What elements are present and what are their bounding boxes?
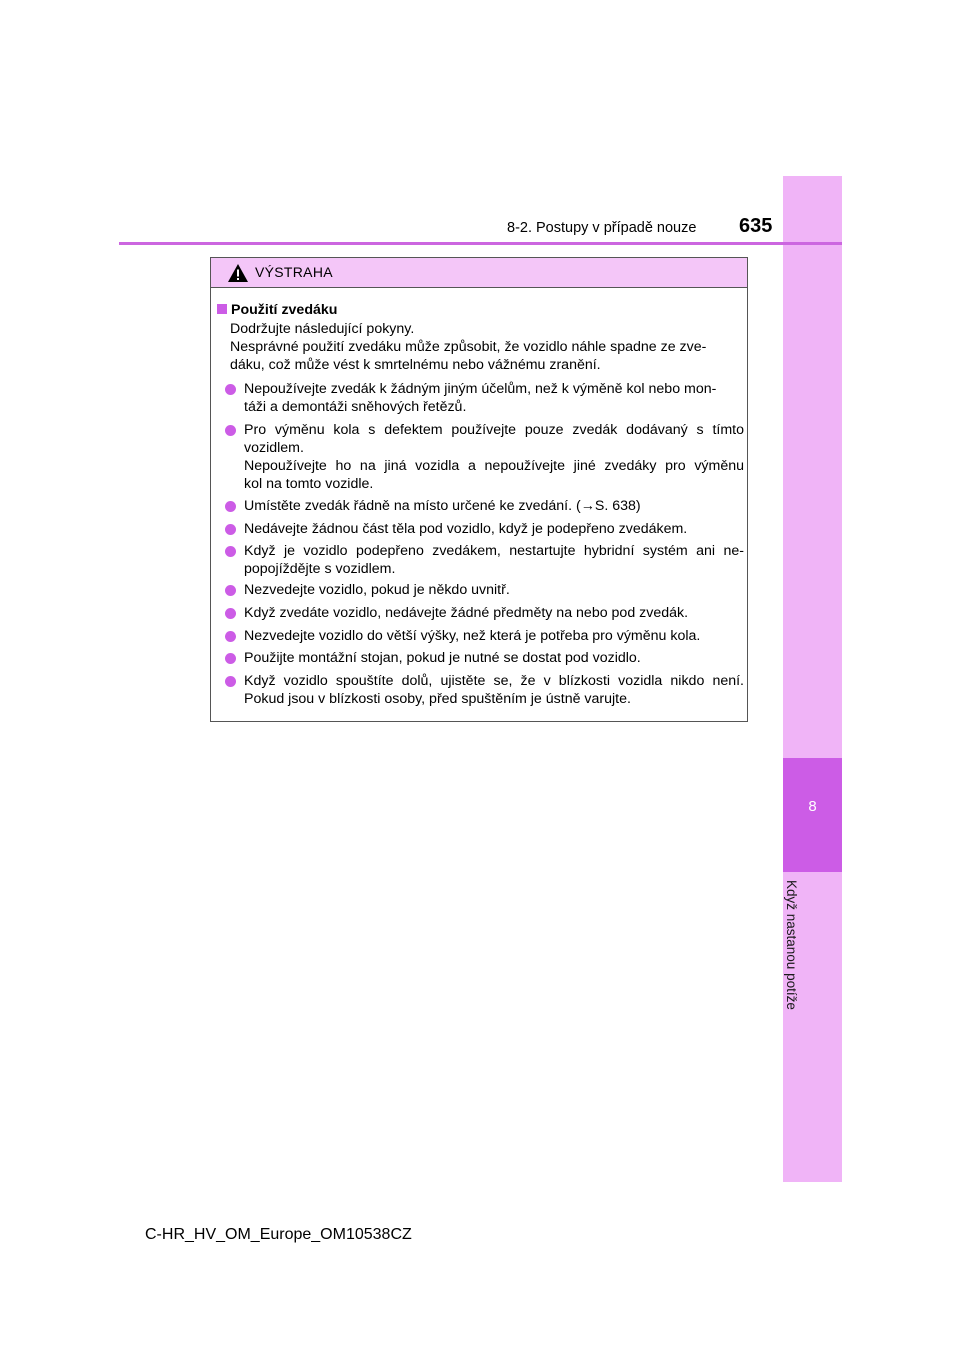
list-item-text [244, 520, 744, 538]
list-item-line: kol na tomto vozidle. [244, 476, 374, 492]
warning-triangle-icon [227, 263, 249, 283]
intro-line: Dodržujte následující pokyny. [230, 321, 415, 337]
bullet-dot-icon [225, 653, 236, 664]
bullet-dot-icon [225, 585, 236, 596]
list-item-text [244, 649, 744, 667]
chapter-number: 8 [808, 798, 817, 815]
intro-paragraph [230, 320, 742, 374]
intro-line: Nesprávné použití zvedáku může způsobit, že vozidlo náhle spadne ze zve- [230, 339, 707, 355]
list-item-line: táži a demontáži sněhových řetězů. [244, 399, 467, 415]
list-item-line: Nezvedejte vozidlo do větší výšky, než která je potřeba pro výměnu kola. [244, 628, 701, 644]
list-item-line: Když vozidlo spouštíte dolů, ujistěte se, že v blízkosti vozidla nikdo není. [244, 673, 744, 689]
list-item-line: popojíždějte s vozidlem. [244, 561, 396, 577]
list-item-line: Když je vozidlo podepřeno zvedákem, nestartujte hybridní systém ani ne- [244, 543, 744, 559]
bullet-dot-icon [225, 501, 236, 512]
list-item-line: Pro výměnu kola s defektem používejte pouze zvedák dodávaný s tímto [244, 422, 744, 438]
warning-box [210, 257, 748, 722]
list-item-text [244, 497, 744, 515]
bullet-dot-icon [225, 631, 236, 642]
list-item-line: Použijte montážní stojan, pokud je nutné se dostat pod vozidlo. [244, 650, 641, 666]
document-code: C-HR_HV_OM_Europe_OM10538CZ [145, 1226, 412, 1243]
list-item-text [244, 542, 744, 578]
list-item-text [244, 380, 744, 416]
bullet-dot-icon [225, 608, 236, 619]
bullet-dot-icon [225, 546, 236, 557]
warning-title: VÝSTRAHA [255, 264, 333, 280]
bullet-dot-icon [225, 524, 236, 535]
chapter-tab-active[interactable] [783, 758, 842, 872]
header-section-title: 8-2. Postupy v případě nouze [507, 220, 697, 236]
page-number: 635 [739, 215, 773, 237]
header-divider [119, 242, 842, 245]
bullet-dot-icon [225, 425, 236, 436]
chapter-title: Když nastanou potíže [784, 880, 799, 1010]
list-item-line: Nepoužívejte zvedák k žádným jiným účelům, než k výměně kol nebo mon- [244, 381, 717, 397]
bullet-dot-icon [225, 384, 236, 395]
list-item-line: Když zvedáte vozidlo, nedávejte žádné předměty na nebo pod zvedák. [244, 605, 689, 621]
intro-line: dáku, což může vést k smrtelnému nebo vážnému zranění. [230, 357, 601, 373]
list-item-line: vozidlem. [244, 440, 304, 456]
list-item-text [244, 604, 744, 622]
square-bullet-icon [217, 304, 227, 314]
list-item-text [244, 581, 744, 599]
warning-header [211, 258, 747, 288]
list-item-line: Nezvedejte vozidlo, pokud je někdo uvnitř. [244, 582, 510, 598]
list-item-line: Nedávejte žádnou část těla pod vozidlo, když je podepřeno zvedákem. [244, 521, 688, 537]
section-heading-text: Použití zvedáku [231, 302, 338, 318]
section-heading [217, 301, 337, 319]
chapter-title-wrap [784, 880, 804, 1030]
list-item-line: Nepoužívejte ho na jiná vozidla a nepoužívejte jiné zvedáky pro výměnu [244, 458, 744, 474]
list-item-line: Umístěte zvedák řádně na místo určené ke zvedání. (→S. 638) [244, 498, 641, 514]
list-item-text [244, 421, 744, 493]
list-item-line: Pokud jsou v blízkosti osoby, před spuštěním je ústně varujte. [244, 691, 631, 707]
chapter-side-tab [783, 176, 842, 1182]
list-item-text [244, 672, 744, 708]
list-item-text [244, 627, 744, 645]
bullet-dot-icon [225, 676, 236, 687]
